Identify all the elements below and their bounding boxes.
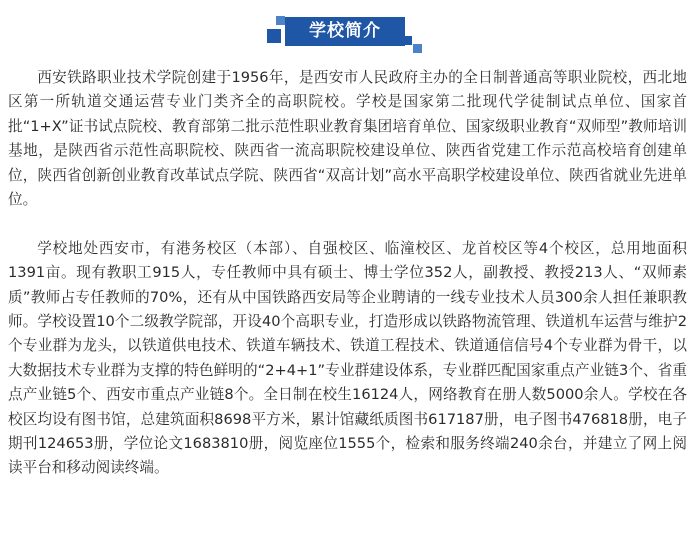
decor-square-right-upper — [403, 36, 412, 45]
article-body — [8, 66, 687, 481]
decor-square-left-small — [276, 16, 285, 25]
section-title: 学校简介 — [285, 17, 405, 46]
decor-square-left-large — [267, 29, 281, 43]
decor-square-right-lower — [413, 44, 422, 53]
paragraph-intro: 西安铁路职业技术学院创建于1956年，是西安市人民政府主办的全日制普通高等职业院校，西北地区第一所轨道交通运营专业门类齐全的高职院校。学校是国家第二批现代学徒制试点单位、国家首批“1+X”证书试点院校、教育部第二批示范性职业教育集团培育单位、国家级职业教育“双师型”教师培训基地，是陕西省示范性高职院校、陕西省一流高职院校建设单位、陕西省党建工作示范高校培育创建单位，陕西省创新创业教育改革试点学院、陕西省“双高计划”高水平高职学校建设单位、陕西省就业先进单位。 — [8, 69, 687, 209]
paragraph-gap — [8, 212, 687, 236]
section-header — [0, 14, 695, 54]
paragraph-campus: 学校地处西安市，有港务校区（本部）、自强校区、临潼校区、龙首校区等4个校区，总用地面积1391亩。现有教职工915人，专任教师中具有硕士、博士学位352人，副教授、教授213人、“双师素质”教师占专任教师的70%，还有从中国铁路西安局等企业聘请的一线专业技术人员300余人担任兼职教师。学校设置10个二级教学院部，开设40个高职专业，打造形成以铁路物流管理、铁道机车运营与维护2个专业群为龙头，以铁道供电技术、铁道车辆技术、铁道工程技术、铁道通信信号4个专业群为骨干，以大数据技术专业群为支撑的特色鲜明的“2+4+1”专业群建设体系，专业群匹配国家重点产业链3个、省重点产业链5个、西安市重点产业链8个。全日制在校生16124人，网络教育在册人数5000余人。学校在各校区均设有图书馆，总建筑面积8698平方米，累计馆藏纸质图书617187册，电子图书476818册，电子期刊124653册，学位论文1683810册，阅览座位1555个，检索和服务终端240余台，并建立了网上阅读平台和移动阅读终端。 — [8, 239, 687, 477]
